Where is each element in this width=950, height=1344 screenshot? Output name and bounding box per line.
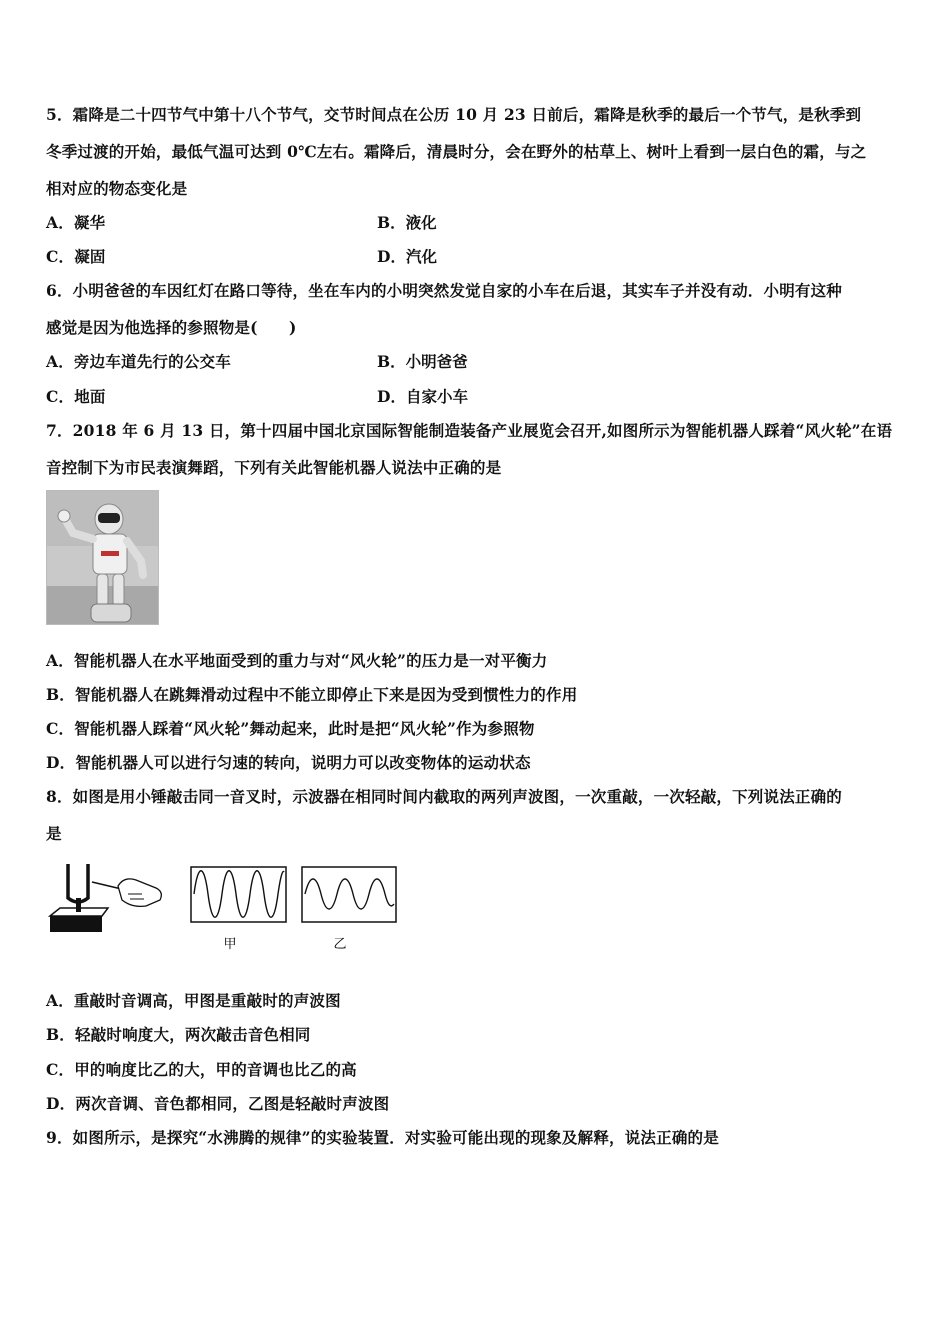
q8-option-a: A．重敲时音调高，甲图是重敲时的声波图 [46,991,341,1010]
q5-option-b: B．液化 [377,213,437,232]
q6-option-c: C．地面 [46,387,106,406]
q5-option-a: A．凝华 [46,213,106,232]
q6-option-b: B．小明爸爸 [377,352,468,371]
q5-option-d: D．汽化 [377,247,437,266]
figure-label-yi: 乙 [333,936,347,951]
q8-line-1: 8．如图是用小锤敲击同一音叉时，示波器在相同时间内截取的两列声波图，一次重敲，一次轻敲，下列说法正确的 [46,787,842,806]
q7-line-1: 7．2018 年 6 月 13 日，第十四届中国北京国际智能制造装备产业展览会召开,如图所示为智能机器人踩着“风火轮”在语 [46,421,893,440]
q7-option-b: B．智能机器人在跳舞滑动过程中不能立即停止下来是因为受到惯性力的作用 [46,685,578,704]
q8-line-2: 是 [46,824,62,843]
figure-label-jia: 甲 [223,936,237,951]
q6-option-a: A．旁边车道先行的公交车 [46,352,231,371]
q7-option-d: D．智能机器人可以进行匀速的转向，说明力可以改变物体的运动状态 [46,753,531,772]
q7-option-a: A．智能机器人在水平地面受到的重力与对“风火轮”的压力是一对平衡力 [46,651,548,670]
tuning-fork-icon [50,864,108,932]
q6-line-2: 感觉是因为他选择的参照物是( ) [46,318,297,337]
q5-line-1: 5．霜降是二十四节气中第十八个节气，交节时间点在公历 10 月 23 日前后，霜降是秋季的最后一个节气，是秋季到 [46,105,862,124]
q6-line-1: 6．小明爸爸的车因红灯在路口等待，坐在车内的小明突然发觉自家的小车在后退，其实车子并没有动．小明有这种 [46,281,842,300]
q5-option-c: C．凝固 [46,247,106,266]
q6-option-d: D．自家小车 [377,387,468,406]
robot-photo [46,490,159,625]
q7-line-2: 音控制下为市民表演舞蹈，下列有关此智能机器人说法中正确的是 [46,458,502,477]
q8-option-d: D．两次音调、音色都相同，乙图是轻敲时声波图 [46,1094,390,1113]
q9-line-1: 9．如图所示，是探究“水沸腾的规律”的实验装置．对实验可能出现的现象及解释，说法正确的是 [46,1128,719,1147]
tuning-fork-figure [46,858,406,958]
hammer-hand-icon [92,879,161,907]
q8-option-b: B．轻敲时响度大，两次敲击音色相同 [46,1025,311,1044]
q7-option-c: C．智能机器人踩着“风火轮”舞动起来，此时是把“风火轮”作为参照物 [46,719,535,738]
q5-line-2: 冬季过渡的开始，最低气温可达到 0℃左右。霜降后，清晨时分，会在野外的枯草上、树叶上看到一层白色的霜，与之 [46,142,867,161]
q8-option-c: C．甲的响度比乙的大，甲的音调也比乙的高 [46,1060,357,1079]
q5-line-3: 相对应的物态变化是 [46,179,188,198]
